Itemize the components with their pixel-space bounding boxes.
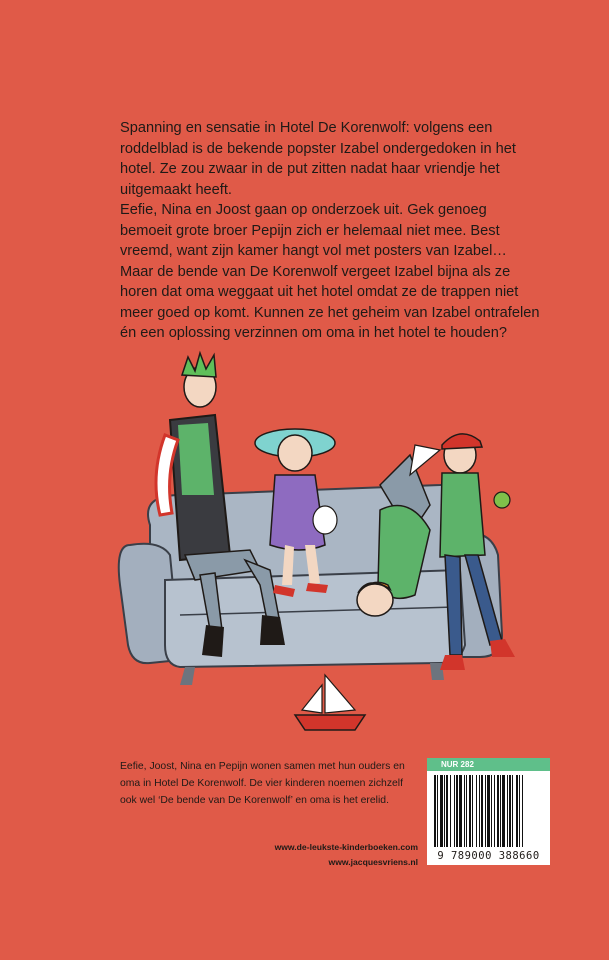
barcode-bar bbox=[466, 775, 467, 847]
barcode-bar bbox=[507, 775, 508, 847]
isbn-number: 9 789000 388660 bbox=[437, 850, 540, 862]
blurb-paragraph-3: Maar de bende van De Korenwolf vergeet Izabel bijna als ze horen dat oma weggaat uit het hotel omdat ze de trappen niet meer goed op komt. Kunnen ze het geheim van Izabel ontrafelen én een oplossing verzinnen om oma in het hotel te houden? bbox=[120, 263, 540, 341]
barcode-bar bbox=[469, 775, 471, 847]
barcode-bar bbox=[497, 775, 499, 847]
barcode-bar bbox=[491, 775, 492, 847]
nur-code: NUR 282 bbox=[441, 760, 474, 769]
barcode-bar bbox=[434, 775, 436, 847]
barcode-panel bbox=[427, 758, 550, 865]
sofa-illustration bbox=[110, 345, 580, 745]
barcode-bar bbox=[464, 775, 465, 847]
publisher-urls bbox=[240, 840, 418, 870]
blurb-paragraph-1: Spanning en sensatie in Hotel De Korenwolf: volgens een roddelblad is de bekende popster Izabel ondergedoken in het hotel. Ze zou zwaar in de put zitten nadat haar vriendje het uitgemaakt heeft. bbox=[120, 120, 516, 198]
barcode-bar bbox=[519, 775, 520, 847]
barcode-bar bbox=[459, 775, 462, 847]
barcode-bar bbox=[494, 775, 495, 847]
barcode-bar bbox=[437, 775, 438, 847]
barcode-bar bbox=[456, 775, 458, 847]
barcode-bar bbox=[509, 775, 511, 847]
barcode-bar bbox=[446, 775, 448, 847]
barcode-bar bbox=[476, 775, 477, 847]
barcode-bar bbox=[440, 775, 443, 847]
series-description-text: Eefie, Joost, Nina en Pepijn wonen samen met hun ouders en oma in Hotel De Korenwolf. De vier kinderen noemen zichzelf ook wel ‘De bende van De Korenwolf’ en oma is het erelid. bbox=[120, 761, 405, 807]
barcode-bar bbox=[516, 775, 518, 847]
barcode-bar bbox=[454, 775, 455, 847]
barcode-bar bbox=[444, 775, 445, 847]
blurb-paragraph-2: Eefie, Nina en Joost gaan op onderzoek uit. Gek genoeg bemoeit grote broer Pepijn zich er helemaal niet mee. Best vreemd, want zijn kamer hangt vol met posters van Izabel… bbox=[120, 202, 507, 259]
series-description bbox=[120, 758, 420, 810]
barcode-bar bbox=[479, 775, 480, 847]
isbn-barcode bbox=[432, 775, 545, 849]
back-cover-blurb bbox=[120, 118, 540, 344]
url-jacquesvriens[interactable]: www.jacquesvriens.nl bbox=[328, 857, 418, 867]
barcode-bar bbox=[487, 775, 490, 847]
barcode-bar bbox=[500, 775, 501, 847]
barcode-bar bbox=[512, 775, 513, 847]
barcode-bar bbox=[450, 775, 451, 847]
toy-boat bbox=[295, 675, 365, 730]
barcode-bar bbox=[485, 775, 486, 847]
nur-band bbox=[427, 758, 550, 771]
url-kinderboeken[interactable]: www.de-leukste-kinderboeken.com bbox=[274, 842, 418, 852]
barcode-bar bbox=[472, 775, 473, 847]
barcode-bar bbox=[502, 775, 505, 847]
barcode-bar bbox=[481, 775, 483, 847]
barcode-bar bbox=[522, 775, 523, 847]
